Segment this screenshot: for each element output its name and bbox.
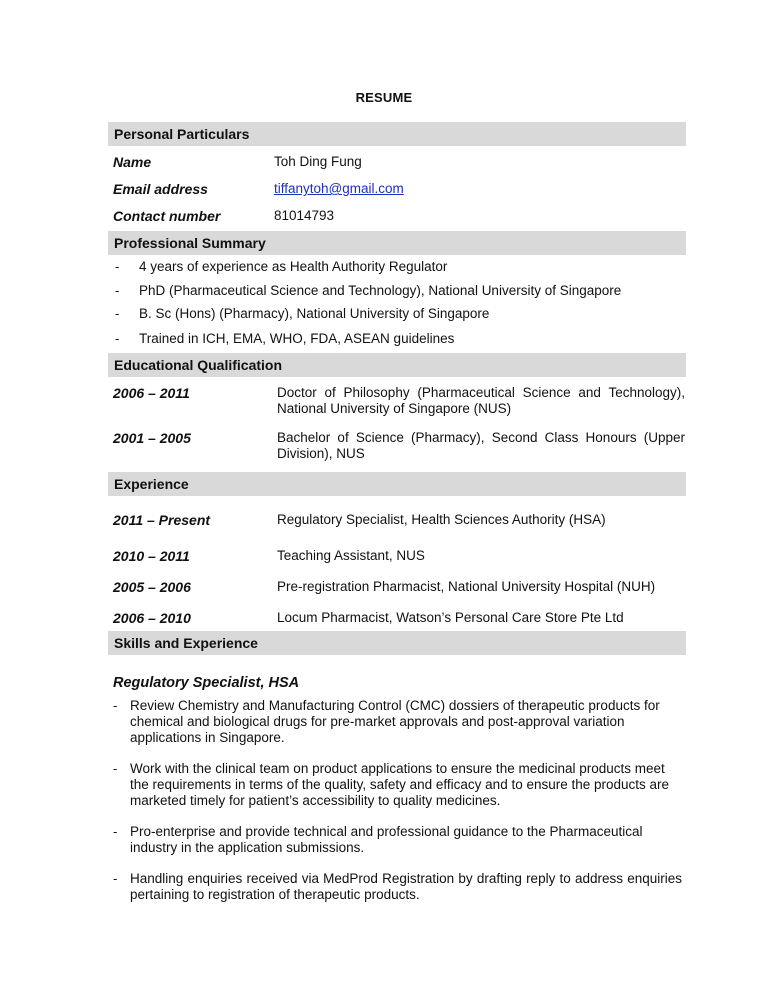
- experience-detail: Teaching Assistant, NUS: [277, 548, 425, 563]
- summary-item: Trained in ICH, EMA, WHO, FDA, ASEAN guidelines: [139, 331, 455, 346]
- education-period: 2001 – 2005: [113, 430, 191, 446]
- experience-period: 2006 – 2010: [113, 610, 191, 626]
- skills-bullet: -: [113, 824, 118, 839]
- section-heading-personal: Personal Particulars: [108, 122, 686, 146]
- summary-item: 4 years of experience as Health Authority Regulator: [139, 259, 448, 274]
- skills-bullet: -: [113, 761, 118, 776]
- summary-bullet: -: [115, 283, 120, 298]
- skills-item: Work with the clinical team on product applications to ensure the medicinal products meet the requirements in terms of the quality, safety and efficacy and to ensure the products are marketed timely for patient’s accessibility to quality medicines.: [130, 761, 670, 808]
- summary-item: B. Sc (Hons) (Pharmacy), National University of Singapore: [139, 306, 490, 321]
- summary-bullet: -: [115, 306, 120, 321]
- skills-item: Handling enquiries received via MedProd Registration by drafting reply to address enquiries pertaining to registration of therapeutic products.: [130, 871, 682, 902]
- name-value: Toh Ding Fung: [274, 154, 362, 169]
- section-heading-summary: Professional Summary: [108, 231, 686, 255]
- experience-period: 2005 – 2006: [113, 579, 191, 595]
- contact-label: Contact number: [113, 208, 221, 224]
- skills-bullet: -: [113, 698, 118, 713]
- section-heading-education: Educational Qualification: [108, 353, 686, 377]
- email-label: Email address: [113, 181, 208, 197]
- contact-value: 81014793: [274, 208, 335, 223]
- page-title: RESUME: [355, 90, 413, 105]
- experience-detail: Pre-registration Pharmacist, National University Hospital (NUH): [277, 579, 656, 594]
- experience-detail: Locum Pharmacist, Watson’s Personal Care Store Pte Ltd: [277, 610, 624, 625]
- section-heading-experience: Experience: [108, 472, 686, 496]
- education-detail: Doctor of Philosophy (Pharmaceutical Science and Technology), National University of Singapore (NUS): [277, 385, 685, 416]
- skills-item: Pro-enterprise and provide technical and professional guidance to the Pharmaceutical industry in the application submissions.: [130, 824, 643, 855]
- skills-item: Review Chemistry and Manufacturing Control (CMC) dossiers of therapeutic products for chemical and biological drugs for pre-market approvals and post-approval variation applications in Singapore.: [130, 698, 660, 745]
- email-link[interactable]: tiffanytoh@gmail.com: [274, 181, 404, 196]
- summary-item: PhD (Pharmaceutical Science and Technology), National University of Singapore: [139, 283, 622, 298]
- skills-role-title: Regulatory Specialist, HSA: [113, 675, 300, 691]
- summary-bullet: -: [115, 259, 120, 274]
- experience-detail: Regulatory Specialist, Health Sciences Authority (HSA): [277, 512, 606, 527]
- name-label: Name: [113, 154, 152, 170]
- experience-period: 2011 – Present: [113, 512, 211, 528]
- education-detail: Bachelor of Science (Pharmacy), Second Class Honours (Upper Division), NUS: [277, 430, 685, 461]
- summary-bullet: -: [115, 331, 120, 346]
- skills-bullet: -: [113, 871, 118, 886]
- section-heading-skills: Skills and Experience: [108, 631, 686, 655]
- education-period: 2006 – 2011: [113, 385, 190, 401]
- experience-period: 2010 – 2011: [113, 548, 190, 564]
